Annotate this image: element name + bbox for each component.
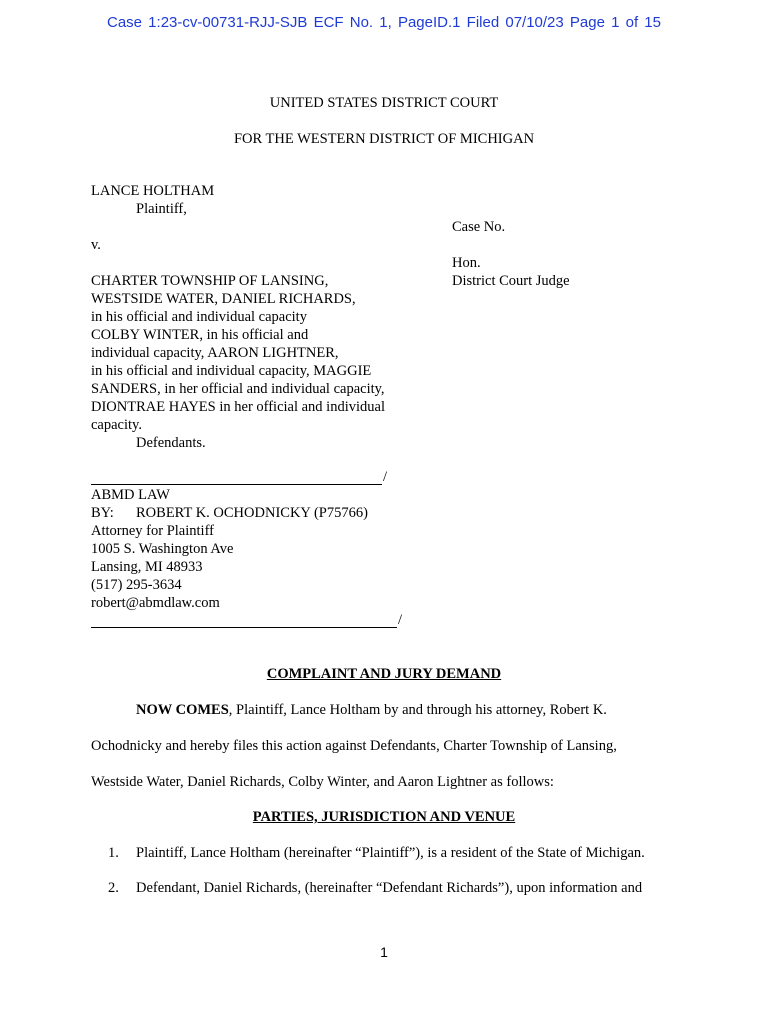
list-item xyxy=(108,879,642,897)
intro-line-2: Ochodnicky and hereby files this action against Defendants, Charter Township of Lansing, xyxy=(91,738,617,754)
item-text: Defendant, Daniel Richards, (hereinafter “Defendant Richards”), upon information and xyxy=(136,880,643,896)
defendant-line: COLBY WINTER, in his official and xyxy=(91,327,309,343)
rule-slash: / xyxy=(398,612,403,628)
defendant-line: capacity. xyxy=(91,417,142,433)
judge-label: District Court Judge xyxy=(452,273,570,289)
page-count: Page 1 of 15 xyxy=(569,14,661,31)
address-line-1: 1005 S. Washington Ave xyxy=(91,541,234,557)
caption-parties xyxy=(91,182,385,452)
parties-heading: PARTIES, JURISDICTION AND VENUE xyxy=(252,809,516,825)
address-line-2: Lansing, MI 48933 xyxy=(91,559,203,575)
intro-line-3: Westside Water, Daniel Richards, Colby Winter, and Aaron Lightner as follows: xyxy=(91,774,554,790)
filing-stamp xyxy=(0,14,768,31)
attorney-name: ROBERT K. OCHODNICKY (P75766) xyxy=(136,505,368,521)
plaintiff-role: Plaintiff, xyxy=(136,201,187,217)
defendant-line: in his official and individual capacity, MAGGIE xyxy=(91,363,372,379)
defendant-line: WESTSIDE WATER, DANIEL RICHARDS, xyxy=(91,291,356,307)
rule-slash: / xyxy=(383,469,388,485)
filed-date: Filed 07/10/23 xyxy=(466,14,564,31)
caption-rule xyxy=(91,484,382,485)
defendant-line: SANDERS, in her official and individual capacity, xyxy=(91,381,385,397)
firm-name: ABMD LAW xyxy=(91,487,170,503)
plaintiff-name: LANCE HOLTHAM xyxy=(91,183,215,199)
hon-label: Hon. xyxy=(452,255,481,271)
defendant-line: individual capacity, AARON LIGHTNER, xyxy=(91,345,339,361)
complaint-heading: COMPLAINT AND JURY DEMAND xyxy=(266,666,502,682)
by-label: BY: xyxy=(91,505,114,521)
case-number: Case 1:23-cv-00731-RJJ-SJB xyxy=(107,14,308,31)
defendant-line: in his official and individual capacity xyxy=(91,309,307,325)
intro-line-1 xyxy=(136,701,607,719)
page-number: 1 xyxy=(380,944,388,960)
attorney-rule xyxy=(91,627,397,628)
attorney-role: Attorney for Plaintiff xyxy=(91,523,214,539)
defendant-line: DIONTRAE HAYES in her official and individual xyxy=(91,399,385,415)
item-number: 1. xyxy=(108,845,119,861)
attorney-name-line xyxy=(91,504,368,522)
defendant-line: CHARTER TOWNSHIP OF LANSING, xyxy=(91,273,329,289)
defendants-role: Defendants. xyxy=(136,435,206,451)
list-item xyxy=(108,844,645,862)
court-district: FOR THE WESTERN DISTRICT OF MICHIGAN xyxy=(233,131,535,147)
item-text: Plaintiff, Lance Holtham (hereinafter “Plaintiff”), is a resident of the State of Michigan. xyxy=(136,845,645,861)
ecf-number: ECF No. 1, xyxy=(313,14,392,31)
court-title: UNITED STATES DISTRICT COURT xyxy=(269,95,499,111)
case-info xyxy=(452,218,570,290)
phone: (517) 295-3634 xyxy=(91,577,182,593)
now-comes: NOW COMES xyxy=(136,702,229,718)
case-no-label: Case No. xyxy=(452,219,506,235)
attorney-block xyxy=(91,486,368,612)
item-number: 2. xyxy=(108,880,119,896)
page-id: PageID.1 xyxy=(397,14,461,31)
email: robert@abmdlaw.com xyxy=(91,595,220,611)
intro-line-1-text: , Plaintiff, Lance Holtham by and through his attorney, Robert K. xyxy=(228,702,607,718)
versus: v. xyxy=(91,237,101,253)
